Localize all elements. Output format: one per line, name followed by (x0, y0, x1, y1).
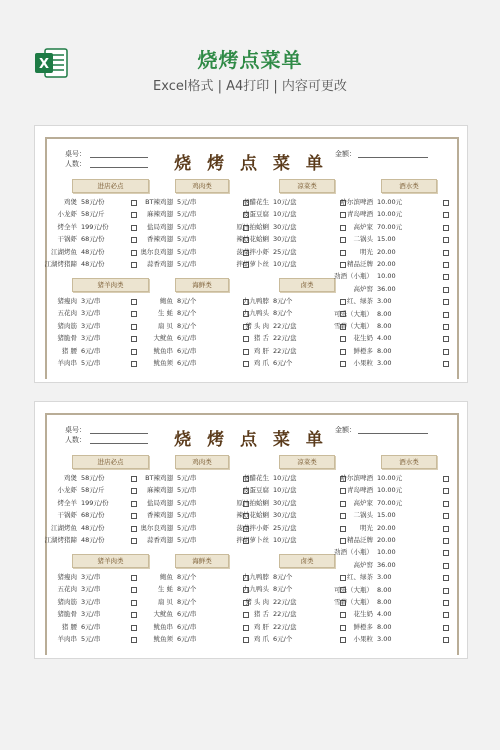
item-name: 鲍鱼 (160, 573, 173, 581)
item-name: 江湖烤鱼 (51, 523, 77, 532)
item-price: 6元/串 (177, 635, 197, 643)
item-price: 10.00元 (377, 486, 403, 495)
item-name: 烤全羊 (57, 498, 77, 507)
item-name: 蒜香鸡翅 (147, 260, 173, 268)
item-name: 明光 (360, 523, 373, 532)
item-name: 可乐（大瓶） (334, 309, 373, 318)
item-price: 199元/份 (81, 222, 109, 231)
item-name: 红、绿茶 (347, 573, 373, 582)
item-checkbox[interactable] (443, 312, 449, 318)
item-price: 6元/个 (273, 359, 293, 367)
item-price: 6元/串 (177, 334, 197, 343)
item-name: 红、绿茶 (347, 297, 373, 306)
item-name: 扇 贝 (157, 321, 173, 330)
item-name: 菠菜拌小虾 (236, 523, 269, 532)
table-number-field[interactable] (90, 433, 148, 434)
item-name: 鸡煲 (64, 198, 77, 206)
item-price: 3元/串 (81, 321, 101, 330)
item-checkbox[interactable] (443, 287, 449, 293)
amount-field[interactable] (358, 157, 428, 158)
item-price: 3元/串 (81, 610, 101, 619)
item-price: 4.00 (377, 610, 392, 619)
item-name: 拌胡萝卜丝 (236, 260, 269, 268)
item-price: 5元/串 (177, 210, 197, 219)
item-checkbox[interactable] (443, 324, 449, 330)
preview-header (0, 0, 500, 118)
item-name: 青岛啤酒 (347, 486, 373, 495)
item-price: 5元/串 (177, 198, 197, 206)
page-subtitle: Excel格式 | A4打印 | 内容可更改 (153, 79, 347, 94)
item-price: 5元/串 (177, 498, 197, 507)
menu-item-row (35, 621, 467, 633)
item-checkbox[interactable] (443, 349, 449, 355)
item-price: 6元/串 (177, 346, 197, 355)
item-name: 鸡 肝 (253, 622, 269, 631)
category-header: 猪羊肉类 (72, 278, 149, 292)
item-price: 22元/盘 (273, 321, 297, 330)
category-header: 海鲜类 (175, 278, 229, 292)
item-name: 猪肉筋 (57, 597, 77, 606)
item-checkbox[interactable] (443, 600, 449, 606)
item-name: 鸡 肝 (253, 346, 269, 355)
item-name: 九九鸭脖 (243, 297, 269, 305)
item-name: 鸡 爪 (253, 635, 269, 643)
item-name: BT辣鸡翅 (145, 474, 173, 482)
people-count-field[interactable] (90, 167, 148, 168)
item-name: 干锅虾 (57, 511, 77, 520)
item-name: 江湖烤猪蹄 (44, 536, 77, 544)
item-price: 36.00 (377, 560, 396, 569)
item-checkbox[interactable] (443, 513, 449, 519)
item-price: 48元/份 (81, 523, 105, 532)
item-price: 22元/盘 (273, 610, 297, 619)
item-price: 8元/个 (177, 597, 197, 606)
item-price: 22元/盘 (273, 334, 297, 343)
item-checkbox[interactable] (443, 538, 449, 544)
item-price: 8元/个 (177, 297, 197, 305)
item-name: 高炉窖 (353, 284, 373, 293)
item-name: 原汁拍蛤蜊 (236, 222, 269, 231)
menu-item-row (35, 258, 467, 270)
item-price: 3.00 (377, 573, 392, 582)
menu-item-row (35, 233, 467, 245)
item-name: 小果粒 (353, 635, 373, 644)
table-number-label: 桌号： (65, 150, 86, 158)
menu-item-row (35, 332, 467, 344)
item-name: 盐局鸡翅 (147, 222, 173, 231)
item-checkbox[interactable] (443, 637, 449, 643)
item-price: 10元/盘 (273, 486, 297, 495)
item-name: 江湖烤猪蹄 (44, 260, 77, 268)
item-price: 22元/盘 (273, 597, 297, 606)
item-checkbox[interactable] (443, 526, 449, 532)
menu-sheet-1 (34, 125, 468, 383)
category-header: 卤类 (279, 554, 335, 568)
item-name: 奥尔良鸡翅 (140, 247, 173, 256)
item-name: 奥尔良鸡翅 (140, 523, 173, 532)
item-price: 5元/串 (177, 536, 197, 544)
item-name: 皮蛋豆腐 (243, 210, 269, 219)
item-name: 大鱿鱼 (153, 610, 173, 619)
item-name: 辣炒花蛤蜊 (236, 235, 269, 244)
item-name: 鲜橙多 (353, 622, 373, 631)
item-name: 精品泛牌 (347, 536, 373, 544)
item-name: 猪瘦肉 (57, 573, 77, 581)
item-price: 8.00 (377, 622, 392, 631)
item-name: 鸡煲 (64, 474, 77, 482)
item-checkbox[interactable] (443, 563, 449, 569)
menu-item-row (35, 270, 467, 282)
item-checkbox[interactable] (443, 225, 449, 231)
item-price: 70.00元 (377, 498, 403, 507)
item-price: 5元/串 (177, 511, 197, 520)
item-price: 30元/盘 (273, 222, 297, 231)
item-name: 二锅头 (353, 235, 373, 244)
item-name: 九九鸭头 (243, 585, 269, 594)
item-price: 5元/串 (81, 359, 101, 367)
item-checkbox[interactable] (443, 588, 449, 594)
item-name: 猪 头 肉 (245, 321, 269, 330)
amount-label: 金额： (335, 150, 356, 158)
item-price: 3元/串 (81, 297, 101, 305)
item-name: BT辣鸡翅 (145, 198, 173, 206)
item-name: 雪碧（大瓶） (334, 322, 373, 330)
item-name: 九九鸭头 (243, 309, 269, 318)
menu-item-row (35, 484, 467, 496)
menu-item-row (35, 345, 467, 357)
item-checkbox[interactable] (443, 212, 449, 218)
item-name: 老醋花生 (243, 198, 269, 206)
item-checkbox[interactable] (443, 361, 449, 367)
item-price: 25元/盘 (273, 523, 297, 532)
category-header: 海鲜类 (175, 554, 229, 568)
item-price: 10元/盘 (273, 536, 297, 544)
item-price: 5元/串 (177, 486, 197, 495)
item-name: 鸡 爪 (253, 359, 269, 367)
item-price: 20.00 (377, 247, 396, 256)
menu-item-row (35, 584, 467, 596)
item-price: 8元/个 (177, 309, 197, 318)
item-price: 10.00元 (377, 474, 403, 482)
item-checkbox[interactable] (443, 274, 449, 280)
item-name: 哈尔滨啤酒 (340, 198, 373, 206)
menu-item-row (35, 320, 467, 332)
menu-item-row (35, 571, 467, 583)
item-price: 70.00元 (377, 222, 403, 231)
item-name: 猪瘦肉 (57, 297, 77, 305)
item-checkbox[interactable] (443, 575, 449, 581)
item-name: 扇 贝 (157, 597, 173, 606)
item-price: 25元/盘 (273, 247, 297, 256)
item-price: 10.00 (377, 272, 396, 281)
item-price: 48元/份 (81, 260, 105, 268)
item-price: 10.00元 (377, 198, 403, 206)
item-price: 4.00 (377, 334, 392, 343)
item-price: 8元/个 (177, 321, 197, 330)
item-name: 原汁拍蛤蜊 (236, 498, 269, 507)
item-price: 5元/串 (177, 523, 197, 532)
item-price: 20.00 (377, 536, 396, 544)
item-checkbox[interactable] (443, 336, 449, 342)
item-name: 鱿鱼串 (153, 346, 173, 355)
menu-item-row (35, 534, 467, 546)
menu-item-row (35, 246, 467, 258)
item-name: 小龙虾 (57, 486, 77, 495)
item-checkbox[interactable] (443, 476, 449, 482)
page-title: 烧烤点菜单 (197, 48, 303, 72)
item-checkbox[interactable] (443, 550, 449, 556)
item-name: 羊肉串 (57, 635, 77, 643)
item-name: 盐局鸡翅 (147, 498, 173, 507)
item-price: 15.00 (377, 511, 396, 520)
item-price: 10元/盘 (273, 474, 297, 482)
item-price: 8.00 (377, 322, 392, 330)
item-price: 3.00 (377, 359, 392, 368)
item-price: 36.00 (377, 284, 396, 293)
item-name: 菠菜拌小虾 (236, 247, 269, 256)
menu-title: 烧 烤 点 菜 单 (174, 154, 328, 174)
item-name: 鱿鱼须 (153, 635, 173, 643)
item-name: 江湖烤鱼 (51, 247, 77, 256)
category-header: 酒水类 (381, 179, 437, 193)
item-name: 小龙虾 (57, 210, 77, 219)
item-name: 青岛啤酒 (347, 210, 373, 219)
item-price: 3.00 (377, 297, 392, 306)
item-price: 68元/份 (81, 235, 105, 244)
menu-item-row (35, 295, 467, 307)
item-name: 辣炒花蛤蜊 (236, 511, 269, 520)
item-name: 花生奶 (353, 610, 373, 619)
item-price: 58元/斤 (81, 486, 105, 495)
item-price: 58元/份 (81, 198, 105, 206)
item-price: 10.00 (377, 548, 396, 557)
item-price: 6元/串 (81, 346, 101, 355)
table-number-field[interactable] (90, 157, 148, 158)
item-name: 烤全羊 (57, 222, 77, 231)
item-price: 58元/份 (81, 474, 105, 482)
item-price: 15.00 (377, 235, 396, 244)
item-checkbox[interactable] (443, 501, 449, 507)
item-name: 鱿鱼串 (153, 622, 173, 631)
menu-item-row (35, 608, 467, 620)
menu-item-row (35, 208, 467, 220)
item-price: 20.00 (377, 260, 396, 268)
category-header: 鸡肉类 (175, 179, 229, 193)
category-header: 卤类 (279, 278, 335, 292)
item-name: 鱿鱼须 (153, 359, 173, 367)
menu-item-row (35, 522, 467, 534)
item-name: 猪肉筋 (57, 321, 77, 330)
item-name: 鲜橙多 (353, 346, 373, 355)
amount-field[interactable] (358, 433, 428, 434)
item-checkbox[interactable] (443, 262, 449, 268)
item-price: 8元/个 (177, 585, 197, 594)
item-name: 猪 头 肉 (245, 597, 269, 606)
item-name: 劲酒（小瓶） (334, 548, 373, 557)
item-name: 花生奶 (353, 334, 373, 343)
item-price: 30元/盘 (273, 511, 297, 520)
item-price: 5元/串 (177, 222, 197, 231)
menu-item-row (35, 546, 467, 558)
item-name: 香辣鸡翅 (147, 511, 173, 520)
menu-item-row (35, 357, 467, 369)
item-name: 明光 (360, 247, 373, 256)
menu-item-row (35, 509, 467, 521)
item-name: 猪脆骨 (57, 334, 77, 343)
item-name: 香辣鸡翅 (147, 235, 173, 244)
item-price: 5元/串 (177, 247, 197, 256)
item-name: 五花肉 (57, 585, 77, 594)
item-price: 3元/串 (81, 585, 101, 594)
item-price: 8元/个 (273, 585, 293, 594)
people-count-label: 人数： (65, 160, 86, 168)
menu-item-row (35, 221, 467, 233)
item-price: 48元/份 (81, 247, 105, 256)
item-checkbox[interactable] (443, 488, 449, 494)
category-header: 进店必点 (72, 179, 149, 193)
menu-item-row (35, 308, 467, 320)
item-name: 猪 腰 (61, 346, 77, 355)
item-price: 5元/串 (177, 235, 197, 244)
item-checkbox[interactable] (443, 625, 449, 631)
menu-item-row (35, 559, 467, 571)
menu-item-row (35, 633, 467, 645)
amount-label: 金额： (335, 426, 356, 434)
menu-item-row (35, 596, 467, 608)
item-checkbox[interactable] (443, 200, 449, 206)
item-checkbox[interactable] (443, 237, 449, 243)
item-price: 8.00 (377, 585, 392, 594)
item-price: 5元/串 (81, 635, 101, 643)
item-name: 哈尔滨啤酒 (340, 474, 373, 482)
category-header: 凉菜类 (279, 179, 335, 193)
item-price: 8元/个 (177, 573, 197, 581)
item-name: 皮蛋豆腐 (243, 486, 269, 495)
item-price: 6元/串 (177, 359, 197, 367)
item-name: 九九鸭脖 (243, 573, 269, 581)
item-name: 二锅头 (353, 511, 373, 520)
item-price: 5元/串 (177, 260, 197, 268)
item-name: 高炉窖 (353, 560, 373, 569)
item-price: 30元/盘 (273, 498, 297, 507)
item-name: 劲酒（小瓶） (334, 272, 373, 281)
item-price: 3.00 (377, 635, 392, 644)
item-price: 8元/个 (273, 573, 293, 581)
menu-sheet-2 (34, 401, 468, 659)
item-name: 雪碧（大瓶） (334, 598, 373, 606)
item-price: 3元/串 (81, 334, 101, 343)
menu-item-row (35, 497, 467, 509)
item-price: 8.00 (377, 346, 392, 355)
item-price: 22元/盘 (273, 622, 297, 631)
item-name: 干锅虾 (57, 235, 77, 244)
menu-item-row (35, 196, 467, 208)
item-name: 五花肉 (57, 309, 77, 318)
item-price: 30元/盘 (273, 235, 297, 244)
item-price: 10.00元 (377, 210, 403, 219)
item-name: 可乐（大瓶） (334, 585, 373, 594)
item-name: 老醋花生 (243, 474, 269, 482)
item-name: 蒜香鸡翅 (147, 536, 173, 544)
item-checkbox[interactable] (443, 612, 449, 618)
item-price: 5元/串 (177, 474, 197, 482)
item-price: 6元/串 (177, 610, 197, 619)
item-price: 10元/盘 (273, 198, 297, 206)
item-name: 小果粒 (353, 359, 373, 368)
item-name: 猪 腰 (61, 622, 77, 631)
menu-title: 烧 烤 点 菜 单 (174, 430, 328, 450)
item-name: 麻辣鸡翅 (147, 486, 173, 495)
item-name: 羊肉串 (57, 359, 77, 367)
item-price: 8.00 (377, 598, 392, 606)
people-count-field[interactable] (90, 443, 148, 444)
category-header: 酒水类 (381, 455, 437, 469)
item-price: 8.00 (377, 309, 392, 318)
item-checkbox[interactable] (443, 250, 449, 256)
item-name: 精品泛牌 (347, 260, 373, 268)
item-price: 6元/串 (81, 622, 101, 631)
item-price: 8元/个 (273, 309, 293, 318)
item-name: 大鱿鱼 (153, 334, 173, 343)
item-name: 鲍鱼 (160, 297, 173, 305)
table-number-label: 桌号： (65, 426, 86, 434)
item-price: 6元/个 (273, 635, 293, 643)
menu-item-row (35, 283, 467, 295)
item-price: 68元/份 (81, 511, 105, 520)
item-price: 6元/串 (177, 622, 197, 631)
item-name: 猪 舌 (253, 334, 269, 343)
item-name: 拌胡萝卜丝 (236, 536, 269, 544)
item-price: 48元/份 (81, 536, 105, 544)
item-name: 猪脆骨 (57, 610, 77, 619)
item-price: 20.00 (377, 523, 396, 532)
svg-text:X: X (38, 57, 50, 72)
item-price: 10元/盘 (273, 210, 297, 219)
people-count-label: 人数： (65, 436, 86, 444)
item-price: 3元/串 (81, 597, 101, 606)
item-price: 3元/串 (81, 573, 101, 581)
item-price: 58元/斤 (81, 210, 105, 219)
item-name: 高炉家 (353, 222, 373, 231)
item-price: 10元/盘 (273, 260, 297, 268)
item-price: 199元/份 (81, 498, 109, 507)
item-name: 猪 舌 (253, 610, 269, 619)
item-name: 生 蚝 (157, 309, 173, 318)
category-header: 进店必点 (72, 455, 149, 469)
category-header: 鸡肉类 (175, 455, 229, 469)
item-name: 麻辣鸡翅 (147, 210, 173, 219)
category-header: 凉菜类 (279, 455, 335, 469)
menu-item-row (35, 472, 467, 484)
item-name: 生 蚝 (157, 585, 173, 594)
item-name: 高炉家 (353, 498, 373, 507)
item-price: 8元/个 (273, 297, 293, 305)
item-checkbox[interactable] (443, 299, 449, 305)
category-header: 猪羊肉类 (72, 554, 149, 568)
item-price: 3元/串 (81, 309, 101, 318)
item-price: 22元/盘 (273, 346, 297, 355)
